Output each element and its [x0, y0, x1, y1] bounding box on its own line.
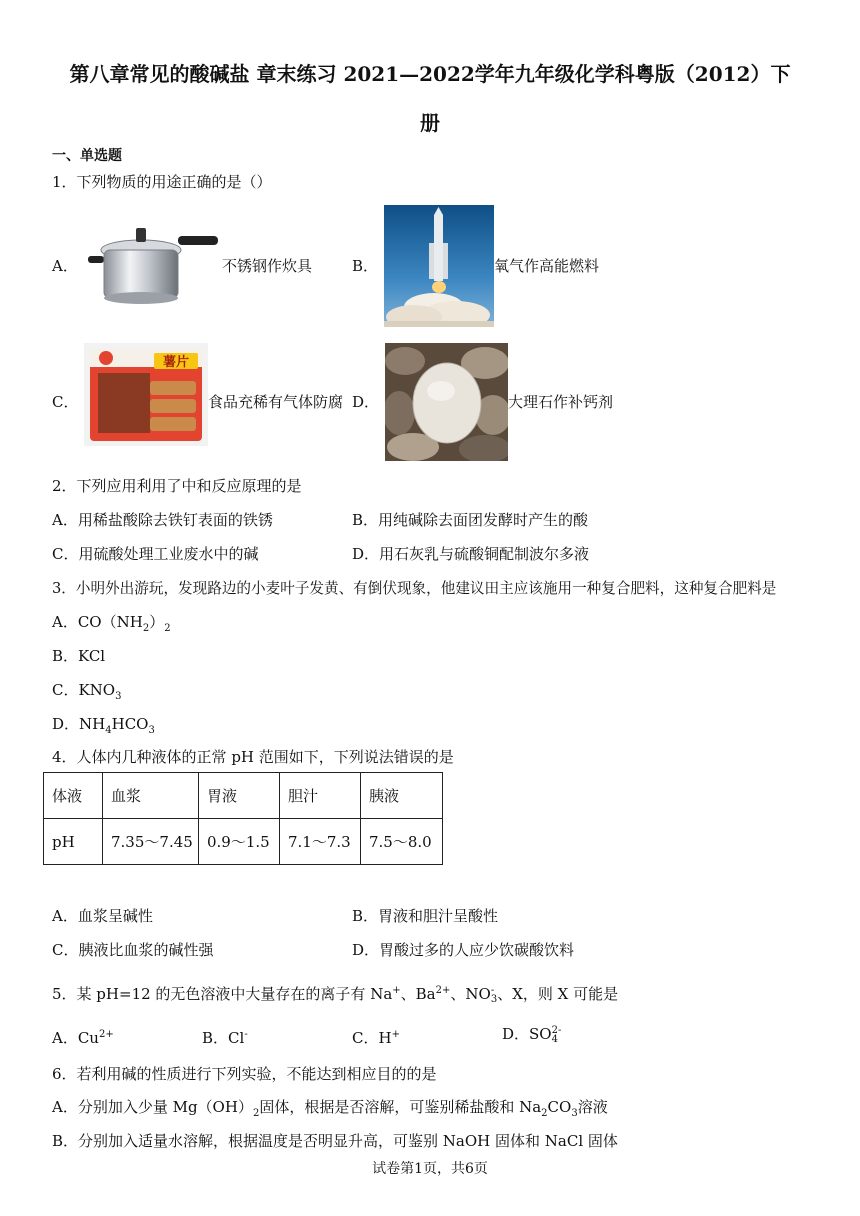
q5-option-c: C．H+ [352, 1029, 400, 1047]
q4-option-c: C．胰液比血浆的碱性强 [52, 941, 214, 959]
q1-option-d-text: 大理石作补钙剂 [508, 393, 614, 411]
q3-option-d: D．$NH_4HCO_3$ [52, 715, 155, 736]
q3-option-a: A．$CO(NH_2)_2$ [52, 613, 171, 634]
q6-option-a: A．分别加入少量 $Mg(OH)_2$固体，根据是否溶解，可鉴别稀盐酸和 $Na_2CO_3$溶液 [52, 1098, 608, 1119]
marble-stones-image [385, 343, 508, 461]
q5-stem: 5．某 pH=12 的无色溶液中大量存在的离子有 Na+、$Ba^{2+}$、NO - 3 、X，则 X 可能是 [52, 985, 619, 1005]
potato-chips-bag-image [84, 343, 208, 446]
q6-stem: 6．若利用碱的性质进行下列实验，不能达到相应目的的是 [52, 1065, 437, 1083]
q1-option-a-letter: A． [52, 257, 78, 275]
q3-option-b: B．KCl [52, 647, 106, 665]
q4-stem: 4．人体内几种液体的正常 pH 范围如下，下列说法错误的是 [52, 748, 454, 766]
page-title-continued: 册 [420, 111, 440, 135]
q5-option-a: A．$Cu^{2+}$ [52, 1029, 114, 1047]
table-cell: 胆汁 [280, 773, 361, 819]
q1-option-a-text: 不锈钢作炊具 [222, 257, 313, 275]
q4-option-b: B．胃液和胆汁呈酸性 [352, 907, 499, 925]
table-cell: 胰液 [361, 773, 443, 819]
q1-option-c-text: 食品充稀有气体防腐 [208, 393, 344, 411]
rocket-launch-image [384, 205, 494, 327]
q2-option-d: D．用石灰乳与硫酸铜配制波尔多液 [352, 545, 590, 563]
q1-option-c-letter: C． [52, 393, 79, 411]
chip-bag-label: 薯片 [162, 355, 190, 370]
table-cell: 7.1～7.3 [280, 819, 361, 865]
table-cell: 7.35～7.45 [103, 819, 199, 865]
q1-option-d-letter: D． [352, 393, 380, 411]
table-cell: 胃液 [199, 773, 280, 819]
q6-option-b: B．分别加入适量水溶解，根据温度是否明显升高，可鉴别 NaOH 固体和 NaCl 固体 [52, 1132, 618, 1150]
q3-option-c: C．$KNO_3$ [52, 681, 122, 702]
section-heading: 一、单选题 [52, 148, 122, 164]
q4-option-a: A．血浆呈碱性 [52, 907, 153, 925]
q5-option-d: D．SO 2- 4 [502, 1025, 562, 1045]
pressure-cooker-image [86, 222, 220, 308]
table-cell: 0.9～1.5 [199, 819, 280, 865]
table-cell: 7.5～8.0 [361, 819, 443, 865]
q4-option-d: D．胃酸过多的人应少饮碳酸饮料 [352, 941, 575, 959]
q2-option-c: C．用硫酸处理工业废水中的碱 [52, 545, 259, 563]
table-cell: 体液 [44, 773, 103, 819]
table-cell: pH [44, 819, 103, 865]
q3-stem: 3．小明外出游玩，发现路边的小麦叶子发黄、有倒伏现象，他建议田主应该施用一种复合肥料，这种复合肥料是 [52, 580, 777, 597]
q1-option-b-text: 氧气作高能燃料 [494, 257, 600, 275]
q2-option-b: B．用纯碱除去面团发酵时产生的酸 [352, 511, 589, 529]
page-footer: 试卷第1页，共6页 [372, 1161, 488, 1177]
q2-option-a: A．用稀盐酸除去铁钉表面的铁锈 [52, 511, 273, 529]
ph-table [43, 772, 443, 865]
table-header-row [44, 773, 443, 819]
q1-option-b-letter: B． [352, 257, 379, 275]
page-title: 第八章常见的酸碱盐 章末练习 2021—2022学年九年级化学科粤版（2012）下 [69, 62, 791, 86]
table-row [44, 819, 443, 865]
q2-stem: 2．下列应用利用了中和反应原理的是 [52, 477, 302, 495]
q5-option-b: B．Cl- [202, 1029, 248, 1047]
q1-stem: 1．下列物质的用途正确的是（） [52, 173, 272, 191]
table-cell: 血浆 [103, 773, 199, 819]
